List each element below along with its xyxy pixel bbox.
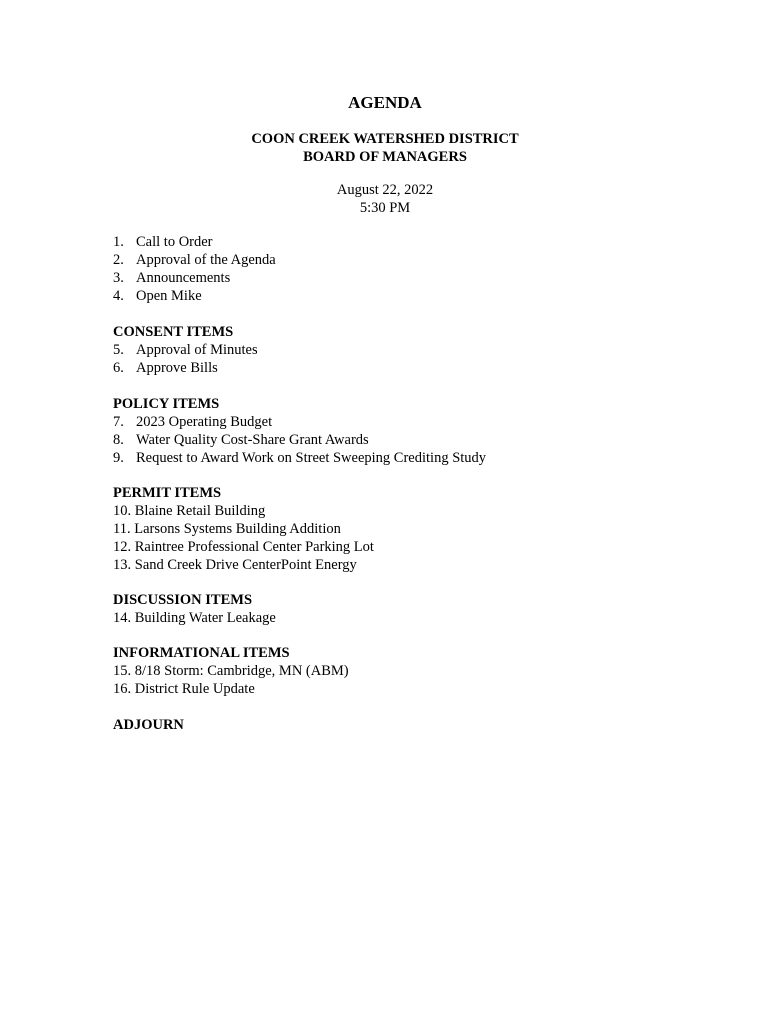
- item-text: Request to Award Work on Street Sweeping Crediting Study: [136, 450, 487, 466]
- list-item: [113, 269, 276, 287]
- list-item: [113, 449, 486, 467]
- opening-items-list: [113, 233, 276, 305]
- section-heading: PERMIT ITEMS: [113, 485, 222, 501]
- page-title: AGENDA: [348, 93, 422, 112]
- organization-name: [0, 130, 770, 166]
- list-item: [113, 413, 486, 431]
- item-text: Water Quality Cost-Share Grant Awards: [136, 432, 369, 448]
- item-number: 6.: [113, 360, 124, 376]
- list-item: 16. District Rule Update: [113, 681, 255, 697]
- section-heading: INFORMATIONAL ITEMS: [113, 645, 290, 661]
- item-number: 4.: [113, 288, 124, 304]
- list-item: [113, 251, 276, 269]
- item-number: 3.: [113, 270, 124, 286]
- item-number: 8.: [113, 432, 124, 448]
- item-number: 2.: [113, 252, 124, 268]
- org-line-1: COON CREEK WATERSHED DISTRICT: [251, 131, 519, 147]
- permit-section: [113, 484, 374, 574]
- adjourn-heading: ADJOURN: [113, 717, 184, 733]
- item-number: 9.: [113, 450, 124, 466]
- list-item: 10. Blaine Retail Building: [113, 503, 266, 519]
- list-item: 15. 8/18 Storm: Cambridge, MN (ABM): [113, 663, 349, 679]
- list-item: [113, 233, 276, 251]
- list-item: 12. Raintree Professional Center Parking Lot: [113, 539, 374, 555]
- item-text: Open Mike: [136, 288, 202, 304]
- meeting-date: August 22, 2022: [336, 182, 434, 198]
- item-text: Approval of the Agenda: [136, 252, 276, 268]
- item-text: Announcements: [136, 270, 231, 286]
- item-number: 7.: [113, 414, 124, 430]
- list-item: 14. Building Water Leakage: [113, 610, 276, 626]
- informational-section: [113, 644, 349, 698]
- section-heading: POLICY ITEMS: [113, 396, 220, 412]
- item-text: 2023 Operating Budget: [136, 414, 273, 430]
- policy-section: [113, 395, 486, 467]
- item-text: Approval of Minutes: [136, 342, 258, 358]
- section-heading: DISCUSSION ITEMS: [113, 592, 253, 608]
- meeting-date-time: [0, 181, 770, 217]
- list-item: [113, 431, 486, 449]
- item-number: 5.: [113, 342, 124, 358]
- list-item: 11. Larsons Systems Building Addition: [113, 521, 341, 537]
- list-item: 13. Sand Creek Drive CenterPoint Energy: [113, 557, 357, 573]
- list-item: [113, 359, 258, 377]
- item-text: Call to Order: [136, 234, 213, 250]
- adjourn-section: [113, 716, 184, 734]
- meeting-time: 5:30 PM: [359, 200, 411, 216]
- discussion-section: [113, 591, 276, 627]
- consent-section: [113, 323, 258, 377]
- list-item: [113, 287, 276, 305]
- item-text: Approve Bills: [136, 360, 218, 376]
- org-line-2: BOARD OF MANAGERS: [303, 149, 467, 165]
- list-item: [113, 341, 258, 359]
- section-heading: CONSENT ITEMS: [113, 324, 234, 340]
- item-number: 1.: [113, 234, 124, 250]
